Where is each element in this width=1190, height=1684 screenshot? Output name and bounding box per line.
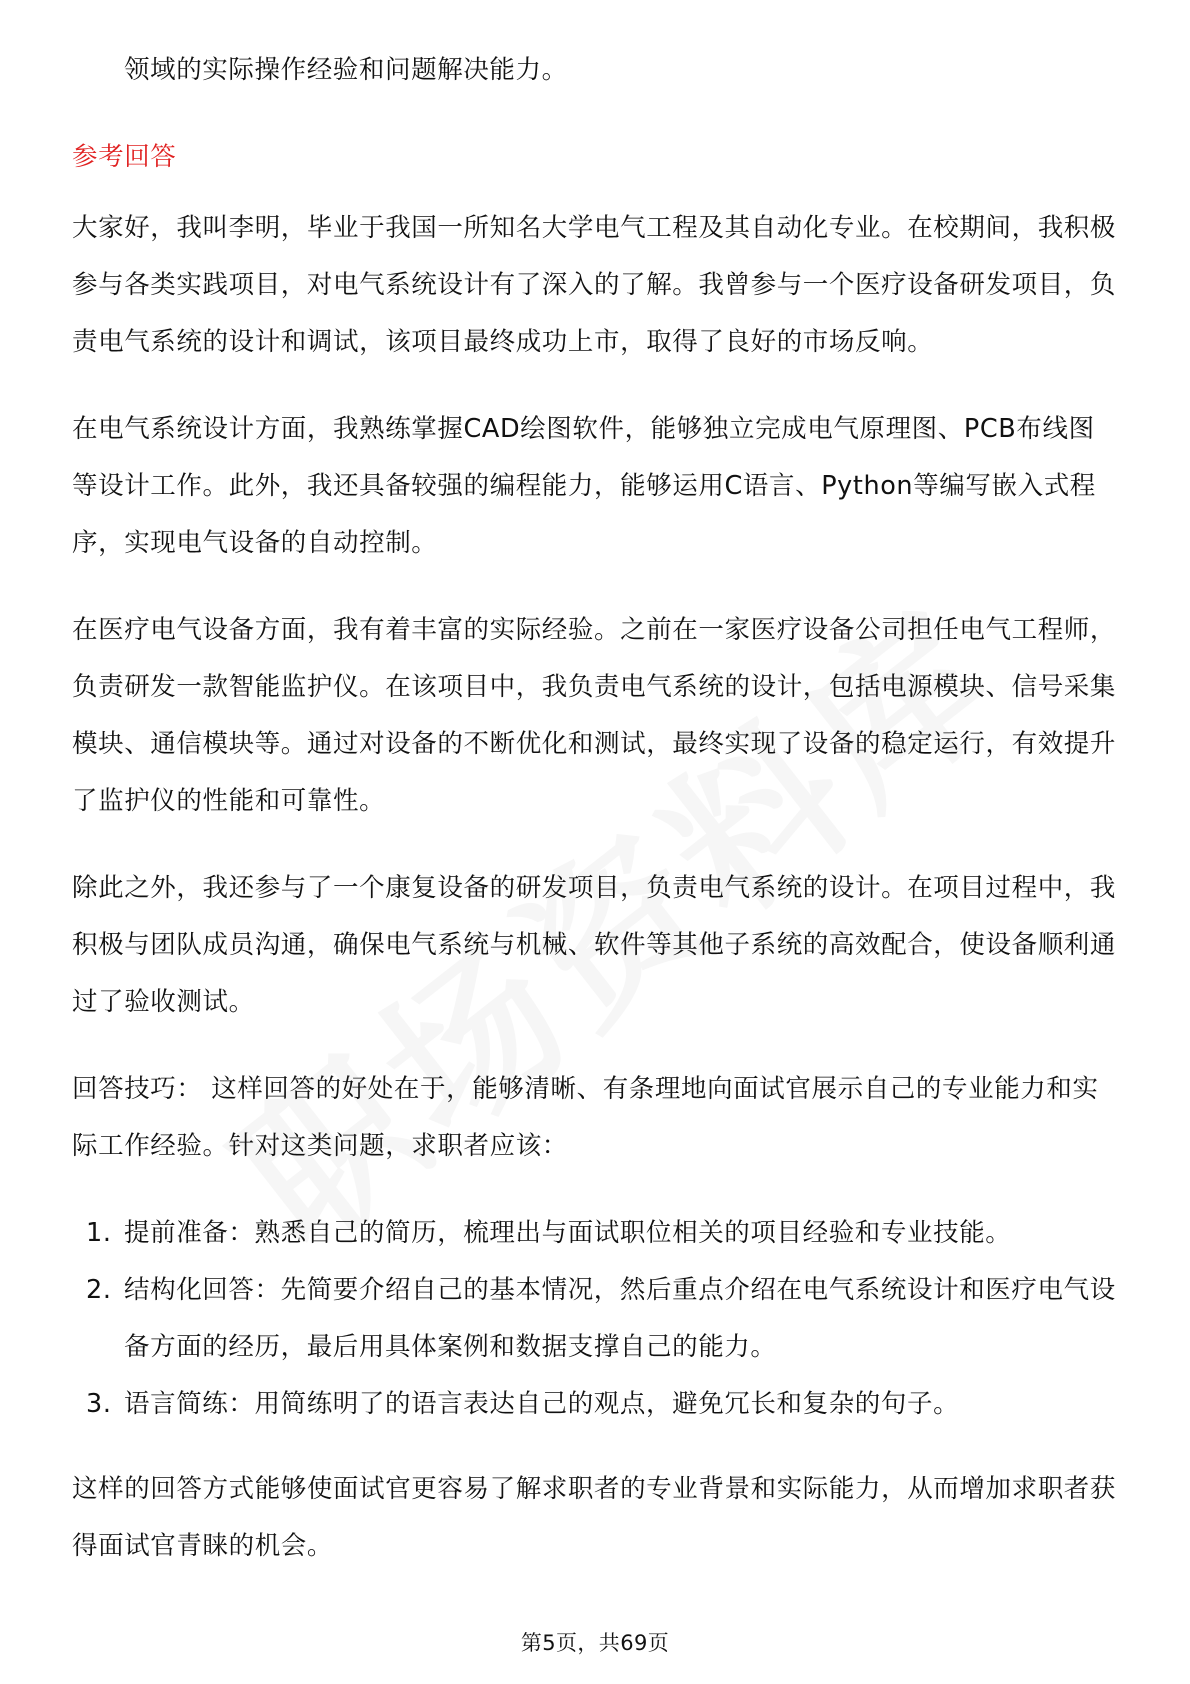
paragraph-closing: 这样的回答方式能够使面试官更容易了解求职者的专业背景和实际能力，从而增加求职者获得面试官青睐的机会。 (72, 1474, 1117, 1561)
section-title: 参考回答 (72, 142, 177, 172)
paragraph-rehab-project: 除此之外，我还参与了一个康复设备的研发项目，负责电气系统的设计。在项目过程中，我积极与团队成员沟通，确保电气系统与机械、软件等其他子系统的高效配合，使设备顺利通过了验收测试。 (72, 873, 1117, 1017)
list-item-number: 2. (86, 1275, 112, 1305)
list-item (72, 1205, 1118, 1262)
paragraph-intro: 大家好，我叫李明，毕业于我国一所知名大学电气工程及其自动化专业。在校期间，我积极参与各类实践项目，对电气系统设计有了深入的了解。我曾参与一个医疗设备研发项目，负责电气系统的设计和调试，该项目最终成功上市，取得了良好的市场反响。 (72, 213, 1117, 357)
list-item-number: 1. (86, 1218, 112, 1248)
intro-tail-line: 领域的实际操作经验和问题解决能力。 (124, 55, 568, 85)
list-item (72, 1376, 1118, 1433)
paragraph-design-skills: 在电气系统设计方面，我熟练掌握CAD绘图软件，能够独立完成电气原理图、PCB布线图等设计工作。此外，我还具备较强的编程能力，能够运用C语言、Python等编写嵌入式程序，实现电气设备的自动控制。 (72, 414, 1096, 558)
tips-list (72, 1205, 1118, 1433)
paragraph-medical-experience: 在医疗电气设备方面，我有着丰富的实际经验。之前在一家医疗设备公司担任电气工程师，负责研发一款智能监护仪。在该项目中，我负责电气系统的设计，包括电源模块、信号采集模块、通信模块等。通过对设备的不断优化和测试，最终实现了设备的稳定运行，有效提升了监护仪的性能和可靠性。 (72, 615, 1117, 816)
list-item-text: 结构化回答：先简要介绍自己的基本情况，然后重点介绍在电气系统设计和医疗电气设备方面的经历，最后用具体案例和数据支撑自己的能力。 (124, 1275, 1116, 1362)
list-item-text: 提前准备：熟悉自己的简历，梳理出与面试职位相关的项目经验和专业技能。 (124, 1218, 1012, 1248)
paragraph-answer-tips: 回答技巧： 这样回答的好处在于，能够清晰、有条理地向面试官展示自己的专业能力和实际工作经验。针对这类问题，求职者应该： (72, 1074, 1099, 1161)
list-item-number: 3. (86, 1389, 112, 1419)
page-number-footer: 第5页，共69页 (520, 1631, 670, 1655)
list-item-text: 语言简练：用简练明了的语言表达自己的观点，避免冗长和复杂的句子。 (124, 1389, 960, 1419)
document-body (72, 42, 1118, 1605)
list-item (72, 1262, 1118, 1376)
